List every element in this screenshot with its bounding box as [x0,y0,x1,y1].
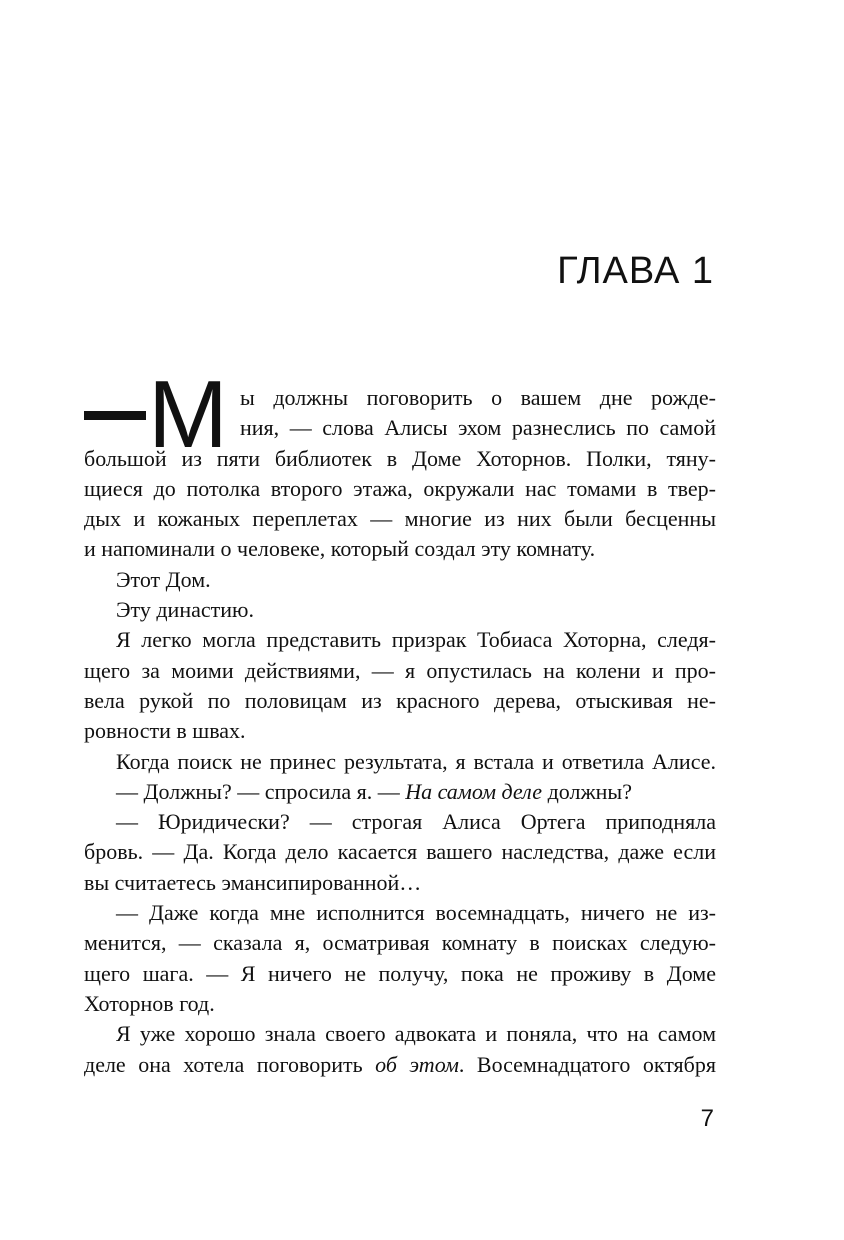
text-line: — Юридически? — строгая Алиса Ортега приподняла [116,809,716,835]
em-dash-mark [84,411,146,420]
drop-cap [84,361,226,468]
text-line: менится, — сказала я, осматривая комнату в поисках следую- [84,930,716,956]
text-line: вела рукой по половицам из красного дерева, отыскивая не- [84,687,716,713]
text-line: Я легко могла представить призрак Тобиаса Хоторна, следя- [116,627,716,653]
text-segment: деле она хотела поговорить [84,1051,376,1077]
text-line: бровь. — Да. Когда дело касается вашего наследства, даже если [84,839,716,865]
italic-text: На самом деле [405,778,543,804]
text-segment: — Должны? — спросила я. — [116,778,406,804]
text-line [84,777,716,807]
text-segment: должны? [542,778,632,804]
text-line: Этот Дом. [116,566,211,592]
text-line: Хоторнов год. [84,990,215,1016]
text-line: Я уже хорошо знала своего адвоката и поняла, что на самом [116,1021,716,1047]
text-line: вы считаетесь эмансипированной… [84,869,422,895]
text-line: и напоминали о человеке, который создал эту комнату. [84,536,596,562]
text-segment: . Восемнадцатого октября [458,1051,716,1077]
drop-cap-letter: М [148,361,226,468]
text-line: щиеся до потолка второго этажа, окружали нас томами в твер- [84,475,716,501]
text-line: щего за моими действиями, — я опустилась на колени и про- [84,657,716,683]
text-line: дых и кожаных переплетах — многие из них были бесценны [84,506,716,532]
text-line: ровности в швах. [84,718,246,744]
text-line: ния, — слова Алисы эхом разнеслись по самой [240,415,716,441]
page-number: 7 [700,1105,714,1132]
text-line: Эту династию. [116,597,254,623]
text-line: Когда поиск не принес результата, я встала и ответила Алисе. [116,748,716,774]
chapter-title: ГЛАВА 1 [557,250,714,292]
text-line: — Даже когда мне исполнится восемнадцать, ничего не из- [116,900,716,926]
body-text [84,361,716,1080]
text-line [84,1050,716,1080]
text-line: ы должны поговорить о вашем дне рожде- [240,385,716,410]
text-line: щего шага. — Я ничего не получу, пока не проживу в Доме [84,960,716,986]
italic-text: об этом [375,1051,459,1077]
text-line: большой из пяти библиотек в Доме Хоторнов. Полки, тяну- [84,445,716,471]
